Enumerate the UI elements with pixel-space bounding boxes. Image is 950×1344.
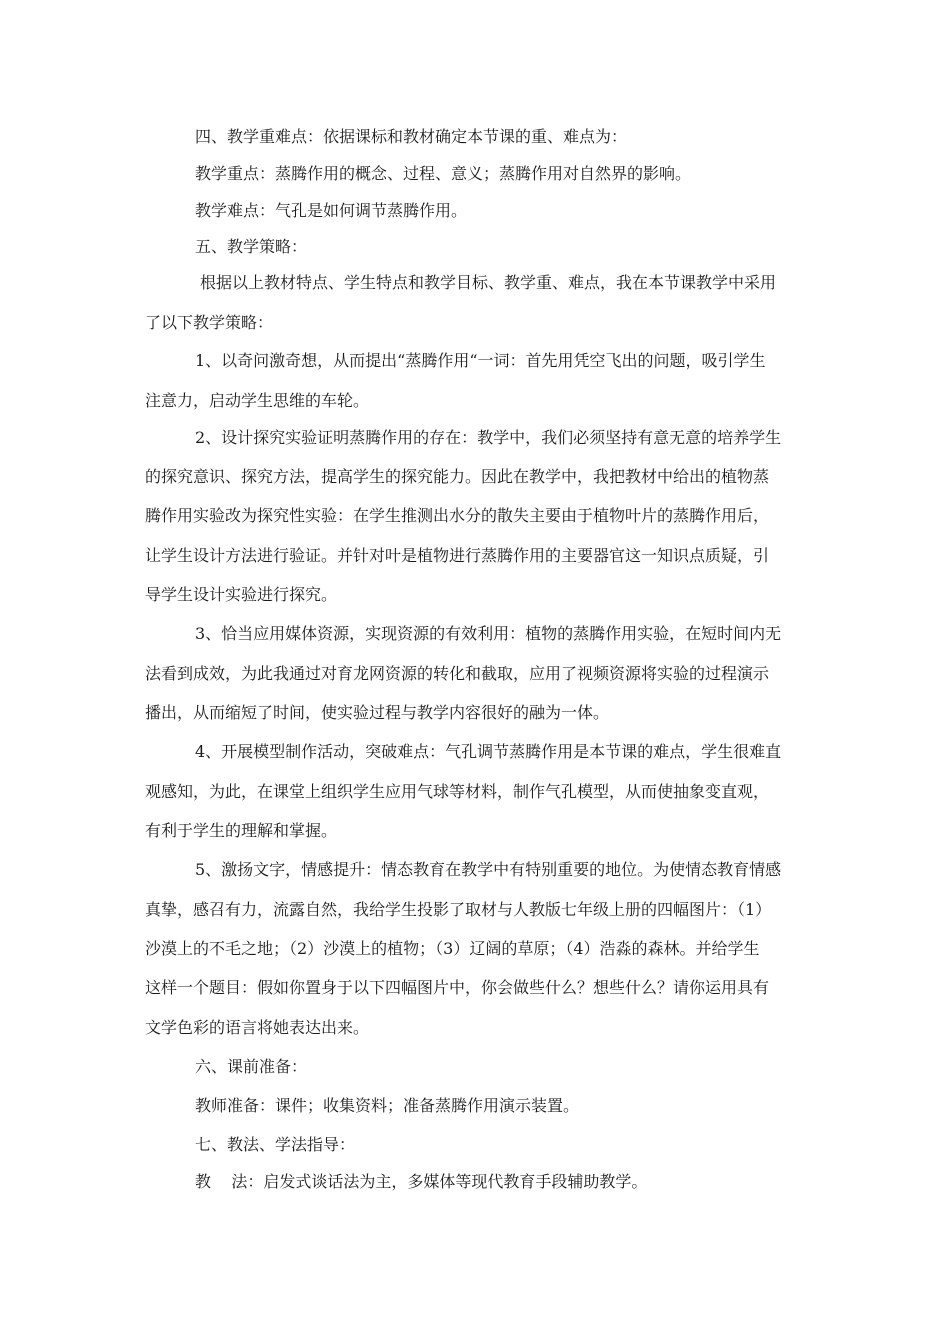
strategy-item-2-cont-1: 的探究意识、探究方法，提高学生的探究能力。因此在教学中，我把教材中给出的植物蒸 — [145, 467, 770, 486]
strategy-item-5-cont-1: 真挚，感召有力，流露自然，我给学生投影了取材与人教版七年级上册的四幅图片：（1） — [145, 900, 772, 919]
paragraph-strategy-intro: 根据以上教材特点、学生特点和教学目标、教学重、难点，我在本节课教学中采用 — [200, 273, 777, 292]
strategy-item-4-cont-1: 观感知，为此，在课堂上组织学生应用气球等材料，制作气孔模型，从而使抽象变直观， — [145, 782, 770, 801]
strategy-item-2-cont-4: 导学生设计实验进行探究。 — [145, 585, 338, 604]
strategy-item-3-cont-1: 法看到成效，为此我通过对育龙网资源的转化和截取，应用了视频资源将实验的过程演示 — [145, 664, 770, 683]
strategy-item-5: 5、激扬文字，情感提升：情态教育在教学中有特别重要的地位。为使情态教育情感 — [195, 860, 782, 879]
strategy-item-1-cont: 注意力，启动学生思维的车轮。 — [145, 391, 370, 410]
strategy-item-1: 1、以奇问激奇想，从而提出“蒸腾作用“一词：首先用凭空飞出的问题，吸引学生 — [195, 351, 766, 370]
heading-methods: 七、教法、学法指导： — [195, 1135, 356, 1154]
strategy-item-5-cont-4: 文学色彩的语言将她表达出来。 — [145, 1018, 370, 1037]
strategy-item-3-cont-2: 播出，从而缩短了时间，使实验过程与教学内容很好的融为一体。 — [145, 703, 610, 722]
strategy-item-3: 3、恰当应用媒体资源，实现资源的有效利用：植物的蒸腾作用实验，在短时间内无 — [195, 624, 782, 643]
strategy-item-2-cont-2: 腾作用实验改为探究性实验：在学生推测出水分的散失主要由于植物叶片的蒸腾作用后， — [145, 506, 770, 525]
paragraph-teacher-prep: 教师准备：课件；收集资料；准备蒸腾作用演示装置。 — [195, 1096, 580, 1115]
paragraph-difficult-points: 教学难点：气孔是如何调节蒸腾作用。 — [195, 201, 468, 220]
paragraph-strategy-intro-cont: 了以下教学策略： — [145, 313, 274, 332]
strategy-item-4: 4、开展模型制作活动，突破难点：气孔调节蒸腾作用是本节课的难点，学生很难直 — [195, 742, 782, 761]
heading-key-difficult-points: 四、教学重难点：依据课标和教材确定本节课的重、难点为： — [195, 127, 628, 146]
paragraph-key-points: 教学重点：蒸腾作用的概念、过程、意义；蒸腾作用对自然界的影响。 — [195, 164, 692, 183]
heading-teaching-strategy: 五、教学策略： — [195, 237, 308, 256]
strategy-item-5-cont-2: 沙漠上的不毛之地；（2）沙漠上的植物；（3）辽阔的草原；（4）浩淼的森林。并给学生 — [145, 939, 760, 958]
strategy-item-4-cont-2: 有利于学生的理解和掌握。 — [145, 821, 338, 840]
strategy-item-5-cont-3: 这样一个题目：假如你置身于以下四幅图片中，你会做些什么？想些什么？请你运用具有 — [145, 978, 770, 997]
strategy-item-2: 2、设计探究实验证明蒸腾作用的存在：教学中，我们必须坚持有意无意的培养学生 — [195, 428, 782, 447]
strategy-item-2-cont-3: 让学生设计方法进行验证。并针对叶是植物进行蒸腾作用的主要器官这一知识点质疑，引 — [145, 546, 770, 565]
heading-preparation: 六、课前准备： — [195, 1057, 308, 1076]
paragraph-teaching-method: 教 法：启发式谈话法为主，多媒体等现代教育手段辅助教学。 — [195, 1172, 648, 1191]
